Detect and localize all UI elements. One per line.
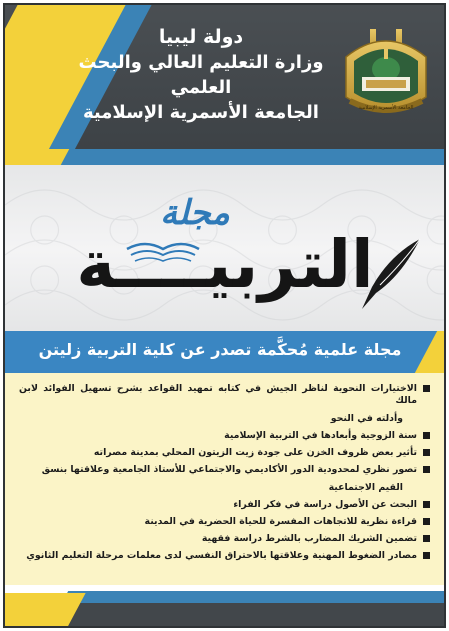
bullet-icon: [423, 432, 430, 439]
journal-title: التربيــــة: [76, 226, 374, 303]
bullet-icon: [423, 449, 430, 456]
article-title-continued: القيم الاجتماعية: [328, 482, 403, 493]
country-name: دولة ليبيا: [158, 26, 244, 48]
university-logo-icon: [340, 27, 432, 123]
journal-subtitle: مجلة علمية مُحكَّمة تصدر عن كلية التربية زليتن: [38, 340, 402, 359]
quill-icon: [350, 235, 430, 315]
bullet-icon: [423, 535, 430, 542]
article-title: قراءة نظرية للاتجاهات المفسرة للحياة الحضرية في المدينة: [144, 516, 417, 527]
bullet-icon: [423, 552, 430, 559]
header-divider: [5, 149, 444, 165]
article-title: البحث عن الأصول دراسة في فكر الفراء: [233, 499, 417, 510]
article-title: تأثير بعض ظروف الخزن على جودة زيت الزيتون المحلي بمدينة مصراته: [93, 447, 417, 458]
list-item: [19, 383, 430, 425]
magazine-label: مجلة: [160, 193, 230, 233]
table-of-contents: [5, 373, 444, 585]
decorative-stripe: [62, 591, 444, 603]
header-text: [66, 25, 336, 125]
university-name: الجامعة الأسمرية الإسلامية: [83, 102, 319, 123]
decorative-stripe: [3, 149, 69, 165]
list-item: [19, 430, 430, 442]
ministry-name: وزارة التعليم العالي والبحث العلمي: [78, 52, 324, 98]
article-title: سنة الزوجية وأبعادها في التربية الإسلامية: [224, 430, 417, 441]
bullet-icon: [423, 385, 430, 392]
bullet-icon: [423, 518, 430, 525]
list-item: [19, 550, 430, 562]
cover-footer: [5, 585, 444, 628]
title-area: [5, 165, 444, 335]
article-title: تصور نظري لمحدودية الدور الأكاديمي والاجتماعي للأستاذ الجامعية وعلاقتها بنسق: [41, 464, 417, 475]
list-item: [19, 499, 430, 511]
contents-list: [5, 373, 444, 562]
list-item: [19, 464, 430, 494]
journal-cover: [3, 3, 446, 628]
footer-band: [45, 599, 444, 628]
list-item: [19, 516, 430, 528]
article-title: مصادر الضغوط المهنية وعلاقتها بالاحتراق النفسي لدى معلمات مرحلة التعليم الثانوي: [26, 550, 417, 561]
list-item: [19, 533, 430, 545]
logo-text: الجامعة الأسمرية الإسلامية: [358, 105, 414, 111]
bullet-icon: [423, 501, 430, 508]
article-title: تضمين الشريك المضارب بالشرط دراسة فقهية: [201, 533, 417, 544]
bullet-icon: [423, 466, 430, 473]
cover-header: [5, 5, 444, 149]
article-title: الاختيارات النحوية لناظر الجيش في كتابه تمهيد القواعد بشرح تسهيل الفوائد لابن مالك: [19, 383, 417, 406]
list-item: [19, 447, 430, 459]
article-title-continued: وأدلته في النحو: [330, 413, 403, 424]
